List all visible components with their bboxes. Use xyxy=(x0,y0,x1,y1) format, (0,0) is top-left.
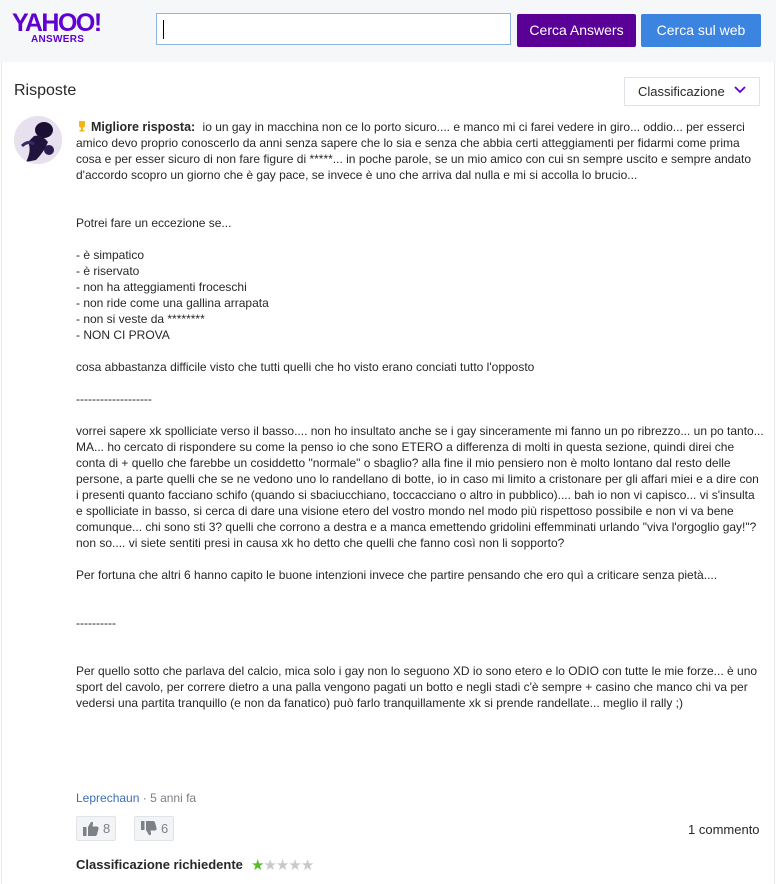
answer-list: - è simpatico - è riservato - non ha atteggiamenti froceschi - non ride come una gallina arrapata - non si veste da ******** - NON CI PROVA xyxy=(76,248,269,342)
answer-paragraph: io un gay in macchina non ce lo porto sicuro.... e manco mi ci farei vedere in giro... oddio... per esserci amico devo proprio conoscerlo da anni senza sapere che lo sia e senza che abbia certi atteggiamenti per fidarmi come prima cosa e per esser sicuro di non fare figure di *****... in poche parole, se un mio amico con cui sn sempre uscito e sempre andato d'accordo scopro un giorno che è gay pace, se invece è uno che arriva dal nulla e mi si accolla lo brucio... xyxy=(76,120,752,182)
answer-paragraph: Potrei fare un eccezione se... xyxy=(76,216,232,230)
asker-rating-stars xyxy=(251,856,313,874)
comments-link[interactable]: 1 commento xyxy=(688,822,760,837)
text-cursor xyxy=(163,20,164,39)
search-input[interactable] xyxy=(156,13,511,45)
answer-paragraph: Per quello sotto che parlava del calcio, mica solo i gay non lo seguono XD io sono etero e lo ODIO con tutte le mie forze... è uno sport del cavolo, per correre dietro a una palla vengono pagati un botto e negli stadi c'è sempre + casino che manco chi va per vedersi una partita tranquillo (e non da fanatico) può farlo tranquillamente xk si prende randellate... meglio il rally ;) xyxy=(76,664,758,710)
best-answer-first-paragraph xyxy=(76,119,764,183)
section-title: Risposte xyxy=(14,82,77,99)
thumbs-up-icon xyxy=(83,821,99,836)
search-answers-button[interactable]: Cerca Answers xyxy=(517,14,636,47)
logo-subtext: ANSWERS xyxy=(31,34,85,45)
star-icon: ★ xyxy=(275,857,289,874)
star-icon: ★ xyxy=(288,857,301,874)
star-icon: ★ xyxy=(263,857,276,874)
answer-divider-text: ---------- xyxy=(76,616,116,630)
answer-divider-text: ------------------- xyxy=(76,392,152,406)
answer-paragraph: Per fortuna che altri 6 hanno capito le buone intenzioni invece che partire pensando che ero quì a criticare senza pietà.... xyxy=(76,568,718,582)
sort-dropdown-label: Classificazione xyxy=(638,84,725,99)
thumbs-down-icon xyxy=(141,821,157,836)
avatar-image xyxy=(14,116,62,164)
star-icon: ★ xyxy=(251,857,264,874)
thumbs-down-button[interactable] xyxy=(134,816,174,841)
yahoo-answers-logo[interactable] xyxy=(12,10,108,46)
chevron-down-icon xyxy=(733,83,747,97)
logo-text: YAHOO! xyxy=(12,9,101,37)
thumbs-up-button[interactable] xyxy=(76,816,116,841)
search-web-button[interactable]: Cerca sul web xyxy=(641,14,761,47)
asker-rating-label: Classificazione richiedente xyxy=(76,857,243,872)
star-icon: ★ xyxy=(300,857,314,874)
answer-paragraph: cosa abbastanza difficile visto che tutti quelli che ho visto erano conciati tutto l'opposto xyxy=(76,360,535,374)
best-answer-label: Migliore risposta: xyxy=(91,120,196,134)
author-link[interactable]: Leprechaun xyxy=(76,791,140,805)
trophy-icon xyxy=(76,120,88,132)
answer-meta xyxy=(76,791,196,805)
avatar[interactable] xyxy=(14,116,62,164)
downvote-count: 6 xyxy=(161,821,169,836)
answer-time: · 5 anni fa xyxy=(142,791,197,805)
top-bar xyxy=(0,0,776,62)
best-answer-body xyxy=(76,119,764,711)
answer-paragraph: vorrei sapere xk spolliciate verso il basso.... non ho insultato anche se i gay sinceramente mi fanno un po ribrezzo... un po tanto... MA... ho cercato di rispondere su come la penso io che sono ETERO a differenza di molti in questa sezione, quindi direi che conta di + quello che farebbe un cosiddetto "normale" o sbaglio? alla fine il mio pensiero non è molto lontano dal resto delle persone, a parte quelli che se ne vedono uno lo randellano di botte, io in caso mi limito a cristonare per gli affari miei e a dire con i presenti quanto facciano schifo (quando si sbaciucchiano, toccacciano o altro in pubblico).... bah io non vi capisco... vi s'insulta e spolliciate in basso, si cerca di dare una visione etero del vostro mondo nel modo più rispettoso possibile e non vi va bene comunque... chi sono sti 3? quelli che corrono a destra e a manca emettendo gridolini effemminati urlando "viva l'orgoglio gay!"? non so.... vi siete sentiti presi in causa xk ho detto che quelli che fanno così non li sopporto? xyxy=(76,424,764,550)
upvote-count: 8 xyxy=(103,821,111,836)
sort-dropdown[interactable] xyxy=(624,77,760,106)
